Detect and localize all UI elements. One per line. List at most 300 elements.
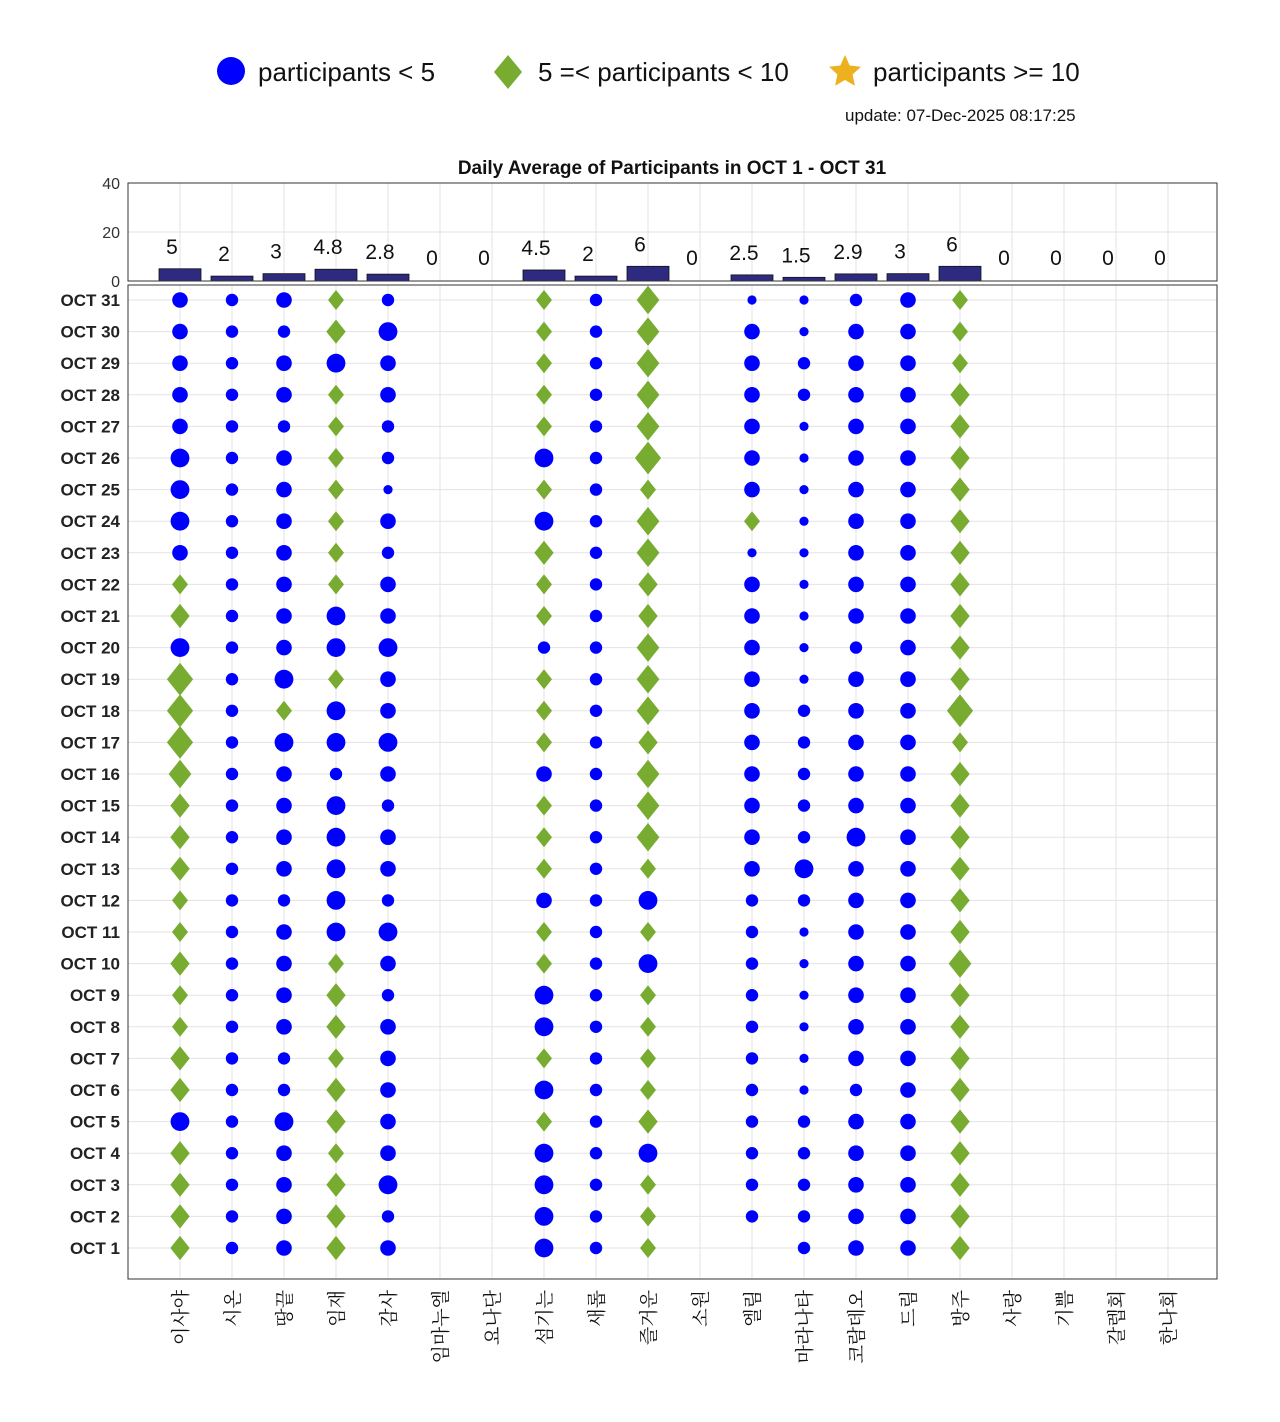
marker-circle <box>276 450 292 466</box>
marker-diamond <box>640 922 656 942</box>
marker-circle <box>850 1084 862 1096</box>
marker-diamond <box>172 985 188 1005</box>
bar-value-label: 4.5 <box>521 236 551 260</box>
bar <box>783 277 825 281</box>
marker-circle <box>590 641 602 653</box>
marker-circle <box>172 355 188 371</box>
marker-diamond <box>170 1173 189 1197</box>
day-label: OCT 5 <box>69 1112 120 1132</box>
marker-circle <box>746 894 758 906</box>
marker-circle <box>900 893 916 909</box>
marker-circle <box>900 766 916 782</box>
marker-circle <box>278 1052 290 1064</box>
marker-circle <box>278 1084 290 1096</box>
marker-circle <box>380 355 396 371</box>
marker-circle <box>226 325 238 337</box>
marker-diamond <box>950 1236 969 1260</box>
marker-diamond <box>328 1048 344 1068</box>
marker-circle <box>900 608 916 624</box>
legend-label-mid: 5 =< participants < 10 <box>538 57 789 87</box>
marker-circle <box>799 517 808 526</box>
marker-diamond <box>744 511 760 531</box>
marker-diamond <box>952 290 968 310</box>
marker-diamond <box>950 1078 969 1102</box>
marker-circle <box>327 607 346 626</box>
marker-circle <box>226 926 238 938</box>
marker-circle <box>848 861 864 877</box>
marker-circle <box>380 861 396 877</box>
day-label: OCT 18 <box>60 701 120 721</box>
marker-circle <box>744 861 760 877</box>
marker-circle <box>847 828 866 847</box>
marker-circle <box>848 324 864 340</box>
marker-circle <box>744 324 760 340</box>
marker-diamond <box>950 762 969 786</box>
marker-diamond <box>536 574 552 594</box>
marker-diamond <box>640 1048 656 1068</box>
marker-circle <box>382 547 394 559</box>
marker-circle <box>799 580 808 589</box>
marker-diamond <box>326 1236 345 1260</box>
marker-circle <box>747 295 756 304</box>
marker-diamond <box>950 1141 969 1165</box>
marker-circle <box>799 1054 808 1063</box>
marker-diamond <box>638 1110 657 1134</box>
marker-diamond <box>326 1204 345 1228</box>
marker-circle <box>747 548 756 557</box>
marker-circle <box>900 419 916 435</box>
marker-circle <box>848 482 864 498</box>
day-label: OCT 8 <box>69 1017 120 1037</box>
marker-circle <box>590 957 602 969</box>
marker-circle <box>276 1177 292 1193</box>
marker-circle <box>276 355 292 371</box>
marker-circle <box>171 1112 190 1131</box>
marker-circle <box>590 1084 602 1096</box>
marker-circle <box>590 483 602 495</box>
marker-circle <box>380 513 396 529</box>
marker-circle <box>276 387 292 403</box>
marker-circle <box>848 703 864 719</box>
marker-diamond <box>950 825 969 849</box>
marker-circle <box>900 324 916 340</box>
marker-circle <box>744 640 760 656</box>
group-label: 이사야 <box>170 1290 192 1346</box>
marker-circle <box>226 894 238 906</box>
group-label: 섬기는 <box>534 1290 556 1346</box>
marker-circle <box>379 923 398 942</box>
marker-circle <box>226 989 238 1001</box>
day-label: OCT 9 <box>69 986 120 1006</box>
marker-circle <box>380 766 396 782</box>
marker-circle <box>744 419 760 435</box>
marker-circle <box>900 640 916 656</box>
marker-diamond <box>536 1112 552 1132</box>
group-label: 갈렙회 <box>1106 1290 1128 1346</box>
bar-panel <box>102 176 1217 291</box>
marker-circle <box>276 545 292 561</box>
marker-circle <box>798 1115 810 1127</box>
marker-diamond <box>326 983 345 1007</box>
marker-circle <box>379 638 398 657</box>
marker-circle <box>799 485 808 494</box>
marker-circle <box>848 987 864 1003</box>
marker-circle <box>799 643 808 652</box>
bar-value-label: 0 <box>998 247 1010 270</box>
marker-circle <box>380 1145 396 1161</box>
marker-circle <box>848 798 864 814</box>
marker-circle <box>226 294 238 306</box>
marker-diamond <box>167 694 193 727</box>
marker-diamond <box>536 701 552 721</box>
marker-circle <box>276 1209 292 1225</box>
marker-diamond <box>950 1173 969 1197</box>
marker-circle <box>382 452 394 464</box>
day-label: OCT 29 <box>60 354 120 374</box>
marker-circle <box>900 450 916 466</box>
marker-diamond <box>640 1017 656 1037</box>
marker-diamond <box>536 385 552 405</box>
bar <box>211 276 253 281</box>
marker-circle <box>746 1052 758 1064</box>
marker-diamond <box>328 511 344 531</box>
marker-circle <box>380 703 396 719</box>
marker-circle <box>276 766 292 782</box>
marker-circle <box>172 387 188 403</box>
marker-circle <box>900 1114 916 1130</box>
marker-circle <box>226 578 238 590</box>
marker-circle <box>848 735 864 751</box>
bar <box>315 269 357 281</box>
marker-circle <box>744 766 760 782</box>
marker-diamond <box>170 1141 189 1165</box>
marker-circle <box>848 671 864 687</box>
marker-circle <box>590 294 602 306</box>
marker-circle <box>590 325 602 337</box>
marker-circle <box>535 1175 554 1194</box>
bar-value-label: 0 <box>686 247 698 270</box>
group-label: 엘림 <box>742 1290 764 1327</box>
marker-circle <box>848 1240 864 1256</box>
marker-diamond <box>536 1048 552 1068</box>
scatter-grid <box>128 285 1217 1279</box>
marker-diamond <box>536 827 552 847</box>
marker-circle <box>226 736 238 748</box>
marker-circle <box>535 1144 554 1163</box>
marker-diamond <box>637 317 660 346</box>
day-label: OCT 6 <box>69 1081 120 1100</box>
marker-diamond <box>640 1175 656 1195</box>
marker-circle <box>590 736 602 748</box>
marker-circle <box>382 799 394 811</box>
marker-circle <box>799 295 808 304</box>
marker-circle <box>799 548 808 557</box>
marker-circle <box>900 829 916 845</box>
day-label: OCT 12 <box>60 891 120 911</box>
marker-diamond <box>534 541 553 565</box>
marker-circle <box>380 577 396 593</box>
marker-diamond <box>326 320 345 344</box>
marker-circle <box>746 989 758 1001</box>
bar-value-label: 2.8 <box>365 241 395 265</box>
bar <box>523 270 565 281</box>
marker-circle <box>590 799 602 811</box>
marker-circle <box>276 577 292 593</box>
marker-diamond <box>172 922 188 942</box>
marker-circle <box>276 1145 292 1161</box>
marker-circle <box>639 954 658 973</box>
marker-circle <box>226 641 238 653</box>
marker-circle <box>590 926 602 938</box>
marker-circle <box>327 354 346 373</box>
day-label: OCT 4 <box>69 1144 120 1164</box>
marker-circle <box>799 991 808 1000</box>
marker-circle <box>900 703 916 719</box>
marker-diamond <box>637 349 660 378</box>
marker-circle <box>798 799 810 811</box>
scatter-frame <box>128 285 1217 1279</box>
marker-diamond <box>950 1015 969 1039</box>
marker-circle <box>900 924 916 940</box>
day-label: OCT 11 <box>61 923 120 942</box>
marker-circle <box>226 1147 238 1159</box>
marker-diamond <box>637 539 660 568</box>
marker-circle <box>848 387 864 403</box>
marker-diamond <box>328 448 344 468</box>
marker-circle <box>536 893 552 909</box>
day-label: OCT 28 <box>60 385 120 405</box>
marker-circle <box>327 828 346 847</box>
group-label: 한나회 <box>1158 1290 1180 1346</box>
bar <box>575 276 617 281</box>
marker-circle <box>226 768 238 780</box>
marker-circle <box>327 923 346 942</box>
marker-diamond <box>536 480 552 500</box>
marker-diamond <box>637 381 660 410</box>
marker-circle <box>380 1051 396 1067</box>
marker-diamond <box>170 1078 189 1102</box>
marker-diamond <box>169 760 192 789</box>
bar <box>939 266 981 281</box>
marker-diamond <box>170 604 189 628</box>
marker-circle <box>379 322 398 341</box>
marker-diamond <box>950 541 969 565</box>
marker-circle <box>744 703 760 719</box>
bar <box>627 266 669 281</box>
legend-circle-icon <box>217 57 245 85</box>
legend-label-high: participants >= 10 <box>873 57 1080 87</box>
bar-value-label: 0 <box>426 247 438 270</box>
marker-diamond <box>635 442 661 475</box>
group-label: 임마누엘 <box>430 1290 452 1364</box>
marker-diamond <box>637 633 660 662</box>
marker-circle <box>848 1209 864 1225</box>
bar-value-label: 0 <box>1102 247 1114 270</box>
marker-diamond <box>640 1238 656 1258</box>
marker-diamond <box>172 890 188 910</box>
bar-value-label: 0 <box>1050 247 1062 270</box>
marker-circle <box>744 671 760 687</box>
marker-diamond <box>950 509 969 533</box>
marker-circle <box>848 545 864 561</box>
marker-circle <box>848 608 864 624</box>
marker-circle <box>900 387 916 403</box>
group-label: 기쁨 <box>1054 1290 1076 1327</box>
marker-diamond <box>637 823 660 852</box>
marker-circle <box>226 1179 238 1191</box>
marker-circle <box>171 480 190 499</box>
marker-circle <box>900 1051 916 1067</box>
marker-circle <box>276 640 292 656</box>
marker-circle <box>327 891 346 910</box>
marker-diamond <box>536 606 552 626</box>
marker-diamond <box>637 286 660 315</box>
day-label: OCT 1 <box>69 1239 120 1258</box>
marker-circle <box>799 422 808 431</box>
marker-diamond <box>950 1204 969 1228</box>
marker-circle <box>226 1084 238 1096</box>
marker-circle <box>379 1175 398 1194</box>
marker-circle <box>744 577 760 593</box>
marker-circle <box>535 1239 554 1258</box>
marker-circle <box>900 1019 916 1035</box>
marker-circle <box>380 1019 396 1035</box>
marker-circle <box>276 987 292 1003</box>
marker-diamond <box>172 574 188 594</box>
marker-circle <box>226 705 238 717</box>
marker-diamond <box>637 507 660 536</box>
marker-diamond <box>950 983 969 1007</box>
marker-diamond <box>640 480 656 500</box>
day-label: OCT 10 <box>60 954 120 974</box>
marker-circle <box>900 1177 916 1193</box>
marker-circle <box>226 831 238 843</box>
marker-diamond <box>637 760 660 789</box>
marker-circle <box>900 482 916 498</box>
marker-circle <box>848 419 864 435</box>
day-label: OCT 31 <box>60 291 120 310</box>
marker-circle <box>172 292 188 308</box>
bar-value-label: 3 <box>894 240 906 264</box>
legend-label-low: participants < 5 <box>258 57 436 87</box>
bar-value-label: 2 <box>218 243 230 267</box>
scatter-marks <box>167 286 973 1260</box>
marker-diamond <box>328 669 344 689</box>
marker-circle <box>535 986 554 1005</box>
marker-circle <box>900 292 916 308</box>
group-label: 새롭 <box>586 1290 608 1327</box>
marker-diamond <box>637 791 660 820</box>
marker-circle <box>276 1019 292 1035</box>
marker-diamond <box>950 888 969 912</box>
marker-circle <box>590 863 602 875</box>
marker-circle <box>590 1052 602 1064</box>
marker-circle <box>226 610 238 622</box>
marker-diamond <box>328 385 344 405</box>
marker-diamond <box>949 949 972 978</box>
day-label: OCT 7 <box>69 1049 120 1069</box>
marker-circle <box>900 987 916 1003</box>
day-label: OCT 25 <box>60 480 120 500</box>
marker-diamond <box>947 694 973 727</box>
bar <box>159 269 201 281</box>
marker-circle <box>900 545 916 561</box>
group-label: 사랑 <box>1002 1290 1024 1327</box>
group-label: 소원 <box>690 1290 712 1327</box>
marker-diamond <box>167 726 193 759</box>
marker-circle <box>590 894 602 906</box>
marker-circle <box>848 577 864 593</box>
legend-diamond-icon <box>494 55 522 89</box>
marker-circle <box>590 831 602 843</box>
bar <box>835 274 877 281</box>
marker-diamond <box>950 1046 969 1070</box>
marker-circle <box>900 798 916 814</box>
marker-circle <box>848 893 864 909</box>
marker-circle <box>226 389 238 401</box>
marker-circle <box>590 547 602 559</box>
marker-diamond <box>640 859 656 879</box>
marker-circle <box>536 766 552 782</box>
marker-circle <box>379 733 398 752</box>
marker-circle <box>746 1147 758 1159</box>
marker-diamond <box>328 416 344 436</box>
bar-value-label: 5 <box>166 235 178 259</box>
marker-circle <box>590 578 602 590</box>
marker-diamond <box>536 859 552 879</box>
marker-circle <box>798 894 810 906</box>
marker-circle <box>746 1115 758 1127</box>
bar <box>263 274 305 281</box>
bar <box>367 274 409 281</box>
marker-circle <box>798 357 810 369</box>
bar-y-tick-label: 40 <box>102 176 120 193</box>
marker-circle <box>848 355 864 371</box>
marker-diamond <box>328 574 344 594</box>
day-label: OCT 22 <box>60 575 120 595</box>
marker-circle <box>900 1145 916 1161</box>
marker-circle <box>327 796 346 815</box>
marker-circle <box>382 1210 394 1222</box>
day-label: OCT 15 <box>60 796 120 816</box>
marker-diamond <box>638 572 657 596</box>
marker-circle <box>900 861 916 877</box>
marker-circle <box>275 670 294 689</box>
marker-circle <box>746 957 758 969</box>
group-label: 시온 <box>222 1290 244 1327</box>
marker-circle <box>590 452 602 464</box>
marker-circle <box>226 1242 238 1254</box>
marker-circle <box>799 453 808 462</box>
bar-value-label: 2 <box>582 243 594 267</box>
legend <box>217 55 1080 89</box>
marker-circle <box>798 1210 810 1222</box>
marker-circle <box>276 608 292 624</box>
marker-diamond <box>950 446 969 470</box>
marker-circle <box>590 515 602 527</box>
marker-diamond <box>170 1236 189 1260</box>
marker-circle <box>535 1081 554 1100</box>
marker-diamond <box>328 290 344 310</box>
marker-circle <box>276 924 292 940</box>
marker-diamond <box>536 922 552 942</box>
marker-circle <box>276 1240 292 1256</box>
marker-circle <box>850 641 862 653</box>
marker-circle <box>744 355 760 371</box>
marker-circle <box>590 768 602 780</box>
marker-circle <box>795 859 814 878</box>
marker-circle <box>848 1177 864 1193</box>
